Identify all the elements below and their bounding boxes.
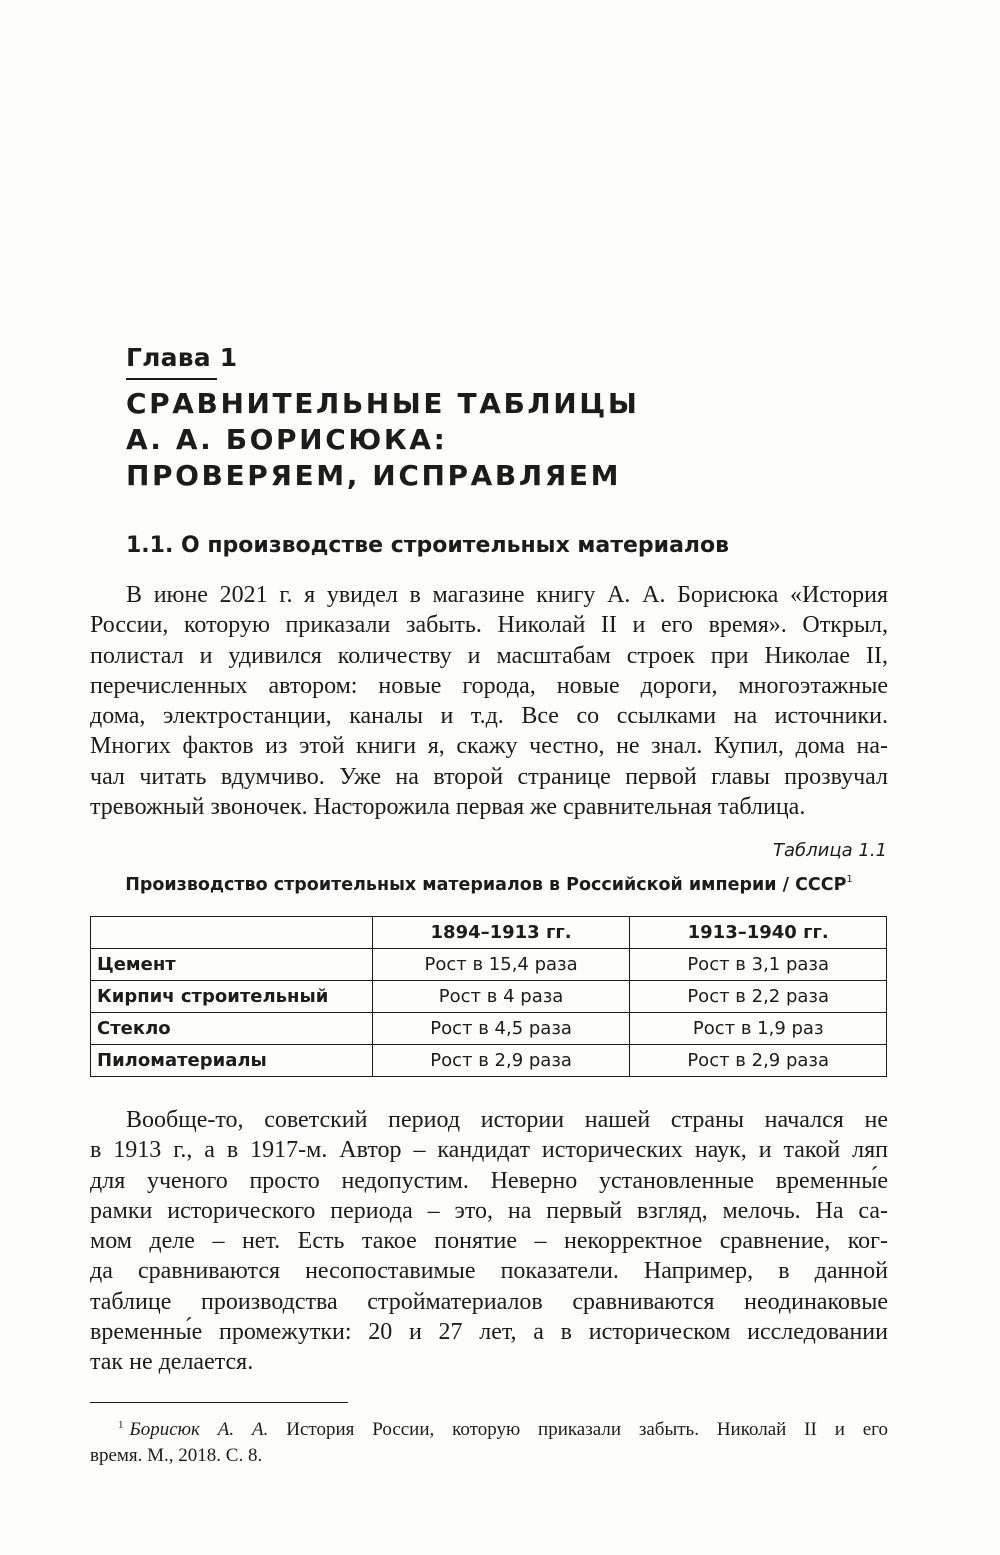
footnote-reference: 1 <box>846 874 853 885</box>
growth-value: Рост в 15,4 раза <box>372 949 630 981</box>
growth-value: Рост в 2,2 раза <box>630 981 887 1013</box>
text-line: таблице производства стройматериалов сравниваются неодинаковые <box>90 1288 888 1315</box>
material-name: Кирпич строительный <box>91 981 373 1013</box>
footnote-line: время. М., 2018. С. 8. <box>90 1445 263 1466</box>
text-line: для ученого просто недопустим. Неверно установленные временны́е <box>90 1167 888 1194</box>
text-line: дома, электростанции, каналы и т.д. Все со ссылками на источники. <box>90 703 888 730</box>
text-line: Многих фактов из этой книги я, скажу честно, не знал. Купил, дома на- <box>90 733 888 760</box>
growth-value: Рост в 4,5 раза <box>372 1013 630 1045</box>
comparison-table <box>90 916 887 1077</box>
text-line: да сравниваются несопоставимые показатели. Например, в данной <box>90 1258 888 1285</box>
table-caption-text: Производство строительных материалов в Российской империи / СССР <box>125 875 847 895</box>
chapter-title-line: ПРОВЕРЯЕМ, ИСПРАВЛЯЕМ <box>126 459 622 492</box>
text-line: полистал и удивился количеству и масштабам строек при Николае II, <box>90 642 888 669</box>
growth-value: Рост в 2,9 раза <box>630 1045 887 1077</box>
paragraph-critique <box>90 1105 888 1378</box>
text-line: чал читать вдумчиво. Уже на второй странице первой главы прозвучал <box>90 763 888 790</box>
chapter-label: Глава 1 <box>126 343 238 372</box>
text-line: мом деле – нет. Есть такое понятие – некорректное сравнение, ког- <box>90 1228 888 1255</box>
table-header-row <box>91 917 887 949</box>
table-number: Таблица 1.1 <box>773 840 887 861</box>
footnote-separator <box>90 1402 348 1403</box>
material-name: Пиломатериалы <box>91 1045 373 1077</box>
chapter-title <box>126 386 639 494</box>
text-line: перечисленных автором: новые города, новые дороги, многоэтажные <box>90 672 888 699</box>
table-header-period-1: 1894–1913 гг. <box>372 917 630 949</box>
text-line: в 1913 г., а в 1917-м. Автор – кандидат исторических наук, и такой ляп <box>90 1137 888 1164</box>
table-row <box>91 1013 887 1045</box>
footnote-line <box>90 1412 888 1443</box>
chapter-label-underline <box>126 378 217 380</box>
paragraph-intro <box>90 580 888 822</box>
text-line: так не делается. <box>90 1349 254 1376</box>
growth-value: Рост в 2,9 раза <box>372 1045 630 1077</box>
growth-value: Рост в 1,9 раз <box>630 1013 887 1045</box>
material-name: Стекло <box>91 1013 373 1045</box>
text-line: временны́е промежутки: 20 и 27 лет, а в историческом исследовании <box>90 1319 888 1346</box>
chapter-title-line: А. А. БОРИСЮКА: <box>126 423 448 456</box>
footnote-citation: История России, которую приказали забыть. Николай II и его <box>268 1419 889 1440</box>
footnote-author: Борисюк А. А. <box>129 1419 269 1440</box>
text-line: Вообще-то, советский период истории нашей страны начался не <box>126 1107 888 1133</box>
text-line: России, которую приказали забыть. Николай II и его время». Открыл, <box>90 612 888 639</box>
table-caption <box>90 874 888 895</box>
section-heading: 1.1. О производстве строительных материалов <box>126 533 730 558</box>
table-header-empty <box>91 917 373 949</box>
table-row <box>91 1045 887 1077</box>
footnote-number: 1 <box>118 1419 124 1431</box>
growth-value: Рост в 3,1 раза <box>630 949 887 981</box>
material-name: Цемент <box>91 949 373 981</box>
table-row <box>91 981 887 1013</box>
text-line: тревожный звоночек. Насторожила первая же сравнительная таблица. <box>90 794 806 821</box>
table-header-period-2: 1913–1940 гг. <box>630 917 887 949</box>
chapter-title-line: СРАВНИТЕЛЬНЫЕ ТАБЛИЦЫ <box>126 387 640 420</box>
text-line: рамки исторического периода – это, на первый взгляд, мелочь. На са- <box>90 1197 888 1224</box>
footnote <box>90 1412 888 1469</box>
table-row <box>91 949 887 981</box>
text-line: В июне 2021 г. я увидел в магазине книгу А. А. Борисюка «История <box>126 582 888 608</box>
growth-value: Рост в 4 раза <box>372 981 630 1013</box>
